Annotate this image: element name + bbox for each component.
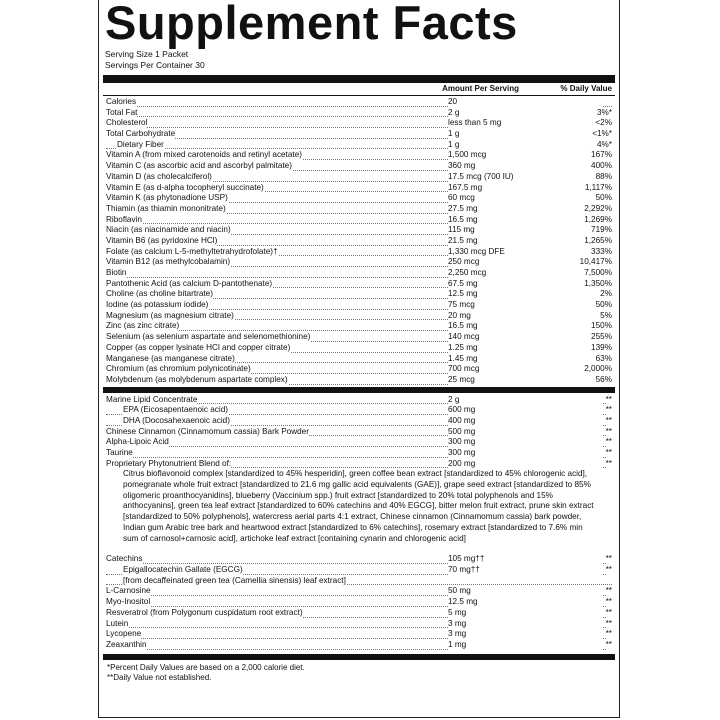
table-row [103,215,615,226]
daily-value: 50% [595,193,612,203]
amount-value: 105 mg†† [448,554,603,565]
amount-value: 25 mcg [448,375,603,386]
amount-value: 1 g [448,140,603,151]
panel-title: Supplement Facts [105,0,518,49]
amount-value: 140 mcg [448,332,603,343]
ingredient-name: Lutein [106,618,129,628]
table-row [103,640,615,651]
amount-value: 1.45 mg [448,354,603,365]
daily-value: 3%* [596,107,612,117]
table-row [103,108,615,119]
table-row [103,97,615,108]
ingredient-name: [from decaffeinated green tea (Camellia sinensis) leaf extract] [123,575,346,585]
footer-divider [103,654,615,660]
amount-value: 1,330 mcg DFE [448,247,603,258]
daily-value: ** [605,437,612,447]
table-row [103,459,615,470]
ingredient-name: DHA (Docosahexaenoic acid) [123,415,230,425]
table-row [103,395,615,406]
ingredient-name: Vitamin A (from mixed carotenoids and retinyl acetate) [106,150,302,160]
daily-value-header: % Daily Value [560,84,612,93]
amount-value: 70 mg†† [448,565,603,576]
daily-value: 1,269% [584,214,612,224]
table-row [103,183,615,194]
table-row [103,193,615,204]
daily-value: ** [605,554,612,564]
amount-header: Amount Per Serving [442,84,519,93]
amount-value: 500 mg [448,427,603,438]
ingredient-name: Resveratrol (from Polygonum cuspidatum root extract) [106,607,303,617]
daily-value: 333% [591,246,612,256]
daily-value: <2% [595,118,612,128]
amount-value: 5 mg [448,608,603,619]
ingredient-name: Lycopene [106,629,142,639]
daily-value: 10,417% [579,257,612,267]
amount-value: 67.5 mg [448,279,603,290]
daily-value: 7,500% [584,268,612,277]
ingredient-name: Proprietary Phytonutrient Blend of: [106,458,232,468]
amount-value: 1 g [448,129,603,140]
amount-value: 400 mg [448,416,603,427]
amount-value: 1 mg [448,640,603,651]
table-row [103,150,615,161]
table-row [103,364,615,375]
daily-value: 2,292% [584,203,612,213]
section-divider [103,387,615,393]
daily-value: 255% [591,332,612,342]
table-row [103,437,615,448]
ingredient-name: Selenium (as selenium aspartate and selenomethionine) [106,332,311,342]
ingredient-name: Total Fat [106,107,138,117]
amount-value: less than 5 mg [448,118,603,129]
amount-value: 17.5 mcg (700 IU) [448,172,603,183]
daily-value: ** [605,586,612,596]
daily-value: ** [605,415,612,425]
daily-value: ** [605,394,612,404]
daily-value: 2,000% [584,364,612,374]
daily-value: 2% [600,289,612,299]
ingredient-name: Biotin [106,268,127,277]
phytonutrient-blend-text: Citrus bioflavonoid complex [standardized to 45% hesperidin], green coffee bean extract [standardized to 45% chlorogenic acid], pomegranate whole fruit extract [standardized to 21.6 mg gallic acid equivalents (GAE)], grape seed extract [standardized to 85% oligomeric proanthocyanidins], blueberry (Vaccinium spp.) fruit extract [standardized to 20% total polyphenols and 15% anthocyanins], green tea leaf extract [standardized to 60% catechins and 40% EGCG], bitter melon fruit extract, prune skin extract [standardized to 50% polyphenols], watercress aerial parts 4:1 extract, Chinese cinnamon (Cinnamomum cassia) bark powder, Indian gum Arabic tree bark and heartwood extract [standardized to 6% catechins], rosemary extract [standardized to 7.6% min sum of carnosol+carnosic acid], artichoke leaf extract [containing cynarin and chlorogenic acid] [123,469,594,543]
table-row [103,597,615,608]
ingredient-name: Dietary Fiber [117,139,164,149]
table-row [103,448,615,459]
ingredient-name: Taurine [106,448,133,457]
ingredient-name: Folate (as calcium L-5-methyltetrahydrofolate)† [106,246,278,256]
ingredient-name: Magnesium (as magnesium citrate) [106,310,234,320]
table-row [103,289,615,300]
ingredient-name: Epigallocatechin Gallate (EGCG) [123,565,243,575]
amount-value: 700 mcg [448,364,603,375]
table-row [103,554,615,565]
daily-value: ** [605,597,612,607]
ingredient-name: Zinc (as zinc citrate) [106,321,180,331]
daily-value: 1,117% [584,182,612,192]
ingredient-name: Choline (as choline bitartrate) [106,289,213,299]
amount-value: 20 mg [448,311,603,322]
table-row [103,405,615,416]
ingredient-name: Alpha-Lipoic Acid [106,437,169,447]
ingredient-name: Pantothenic Acid (as calcium D-pantothenate) [106,278,273,288]
amount-value: 600 mg [448,405,603,416]
column-header [103,84,615,95]
daily-value: ** [605,629,612,639]
table-row [103,629,615,640]
amount-value: 167.5 mg [448,183,603,194]
daily-value: ** [605,618,612,628]
header-rule [103,95,615,96]
amount-value: 60 mcg [448,193,603,204]
table-row [103,225,615,236]
table-row [103,343,615,354]
footnote-dv: *Percent Daily Values are based on a 2,000 calorie diet. [107,662,305,672]
daily-value: ** [605,405,612,415]
ingredient-name: Vitamin B12 (as methylcobalamin) [106,257,231,267]
table-row [103,586,615,597]
table-row [103,311,615,322]
ingredient-name: Total Carbohydrate [106,129,176,139]
amount-value: 50 mg [448,586,603,597]
amount-value: 115 mg [448,225,603,236]
amount-value: 75 mcg [448,300,603,311]
daily-value: ** [605,448,612,457]
amount-value: 250 mcg [448,257,603,268]
amount-value: 21.5 mg [448,236,603,247]
daily-value: <1%* [592,129,612,139]
daily-value: ** [605,607,612,617]
daily-value: 150% [591,321,612,331]
table-row [103,268,615,279]
daily-value: 88% [595,171,612,181]
ingredient-name: Zeaxanthin [106,639,147,649]
daily-value: ** [605,639,612,649]
daily-value: 719% [591,225,612,235]
ingredient-name: Manganese (as manganese citrate) [106,353,235,363]
amount-value: 1.25 mg [448,343,603,354]
amount-value: 300 mg [448,437,603,448]
daily-value: 63% [595,353,612,363]
table-row [103,576,615,587]
table-row [103,300,615,311]
amount-value: 2 g [448,395,603,406]
table-row [103,375,615,386]
supplement-facts-panel [98,0,620,718]
table-row [103,279,615,290]
amount-value: 20 [448,97,603,108]
amount-value: 12.5 mg [448,289,603,300]
table-row [103,161,615,172]
table-row [103,354,615,365]
table-row [103,204,615,215]
ingredient-name: Riboflavin [106,214,142,224]
table-row [103,247,615,258]
table-row [103,608,615,619]
ingredient-name: Vitamin K (as phytonadione USP) [106,193,228,203]
amount-value: 1,500 mcg [448,150,603,161]
ingredient-name: Molybdenum (as molybdenum aspartate complex) [106,374,288,384]
daily-value: ** [605,565,612,575]
other-ingredients-list-2 [103,554,615,650]
amount-value: 16.5 mg [448,215,603,226]
daily-value: 50% [595,300,612,310]
table-row [103,140,615,151]
servings-per-container: Servings Per Container 30 [105,59,205,70]
amount-value: 16.5 mg [448,321,603,332]
ingredient-name: Marine Lipid Concentrate [106,394,198,404]
ingredient-name: EPA (Eicosapentaenoic acid) [123,405,228,415]
daily-value: 1,265% [584,235,612,245]
ingredient-name: Copper (as copper lysinate HCl and copper citrate) [106,342,291,352]
amount-value: 300 mg [448,448,603,459]
table-row [103,118,615,129]
table-row [103,619,615,630]
ingredient-name: Chinese Cinnamon (Cinnamomum cassia) Bark Powder [106,426,309,436]
table-row [103,321,615,332]
serving-size: Serving Size 1 Packet [105,49,189,59]
ingredient-name: Vitamin E (as d-alpha tocopheryl succinate) [106,182,264,192]
amount-value: 360 mg [448,161,603,172]
ingredient-name: Vitamin D (as cholecalciferol) [106,171,212,181]
daily-value: ** [605,426,612,436]
table-row [103,332,615,343]
amount-value: 200 mg [448,459,603,470]
ingredient-name: Catechins [106,554,143,564]
amount-value: 12.5 mg [448,597,603,608]
table-row [103,129,615,140]
ingredient-name: Calories [106,97,137,106]
ingredient-name: Vitamin C (as ascorbic acid and ascorbyl palmitate) [106,161,292,171]
ingredient-name: Chromium (as chromium polynicotinate) [106,364,251,374]
daily-value: 1,350% [584,278,612,288]
amount-value: 27.5 mg [448,204,603,215]
nutrient-list [103,97,615,386]
other-ingredients-list [103,395,615,470]
amount-value: 3 mg [448,629,603,640]
amount-value: 2 g [448,108,603,119]
table-row [103,416,615,427]
daily-value: 139% [591,342,612,352]
thick-divider [103,75,615,83]
ingredient-name: Niacin (as niacinamide and niacin) [106,225,231,235]
ingredient-name: Thiamin (as thiamin mononitrate) [106,203,226,213]
daily-value: ** [605,458,612,468]
daily-value: 167% [591,150,612,160]
daily-value: 4%* [596,139,612,149]
table-row [103,236,615,247]
daily-value: 56% [595,374,612,384]
ingredient-name: Vitamin B6 (as pyridoxine HCl) [106,235,218,245]
table-row [103,565,615,576]
ingredient-name: Myo-Inositol [106,597,151,607]
amount-value: 2,250 mcg [448,268,603,279]
ingredient-name: L-Carnosine [106,586,151,596]
footnote-not-established: **Daily Value not established. [107,672,212,682]
daily-value: 400% [591,161,612,171]
daily-value: 5% [600,310,612,320]
table-row [103,427,615,438]
amount-value: 3 mg [448,619,603,630]
table-row [103,172,615,183]
table-row [103,257,615,268]
ingredient-name: Cholesterol [106,118,148,128]
ingredient-name: Iodine (as potassium iodide) [106,300,209,310]
